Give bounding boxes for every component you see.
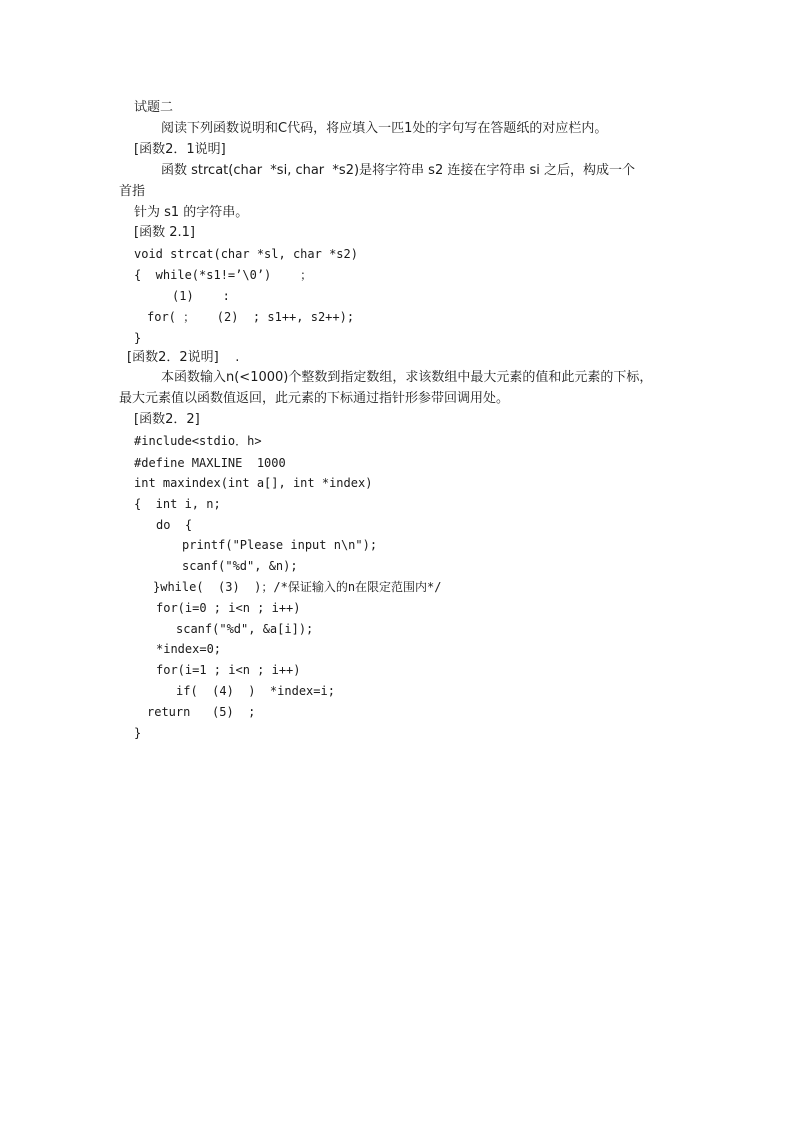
code-line: printf("Please input n\n"); [182,538,378,552]
code-line: do { [156,518,193,532]
code-2-2-heading: [函数2．2] [134,412,200,427]
code-line: for( ； (2) ; s1++, s2++); [147,310,355,324]
code-line: int maxindex(int a[], int *index) [134,476,373,490]
question-title: 试题二 [134,100,174,115]
section-2-1-desc-line-1: 函数 strcat(char *si, char *s2)是将字符串 s2 连接在字符串 si 之后，构成一个 [161,163,635,178]
code-line: *index=0; [156,642,222,656]
code-line: return (5) ; [147,705,256,719]
section-2-1-desc-line-2: 首指 [119,184,146,199]
code-line: scanf("%d", &n); [182,559,298,573]
code-line: if( (4) ) *index=i; [176,684,335,698]
code-line: (1) : [172,289,230,303]
code-line: for(i=0 ; i<n ; i++) [156,601,301,615]
code-line: { while(*s1!=’\0’) ； [134,268,313,282]
code-line: } [134,331,142,345]
section-2-2-desc-line-1: 本函数输入n(<1000)个整数到指定数组，求该数组中最大元素的值和此元素的下标， [161,370,653,385]
code-line: #include<stdio．h> [134,434,262,448]
question-intro: 阅读下列函数说明和C代码，将应填入一匹1处的字句写在答题纸的对应栏内。 [161,121,608,136]
section-2-1-desc-line-3: 针为 s1 的字符串。 [134,205,249,220]
code-line: { int i, n; [134,497,221,511]
section-2-2-desc-line-2: 最大元素值以函数值返回，此元素的下标通过指针形参带回调用处。 [119,391,510,406]
code-line: for(i=1 ; i<n ; i++) [156,663,301,677]
code-line: void strcat(char *sl, char *s2) [134,247,358,261]
code-2-1-heading: [函数 2.1] [134,225,195,240]
section-2-1-heading: [函数2．1说明] [134,142,226,157]
code-line: #define MAXLINE 1000 [134,456,286,470]
code-line: } [134,726,142,740]
section-2-2-heading: [函数2．2说明] . [127,350,240,365]
code-line: scanf("%d", &a[i]); [176,622,314,636]
code-line: }while( (3) )；/*保证输入的n在限定范围内*/ [153,580,442,594]
